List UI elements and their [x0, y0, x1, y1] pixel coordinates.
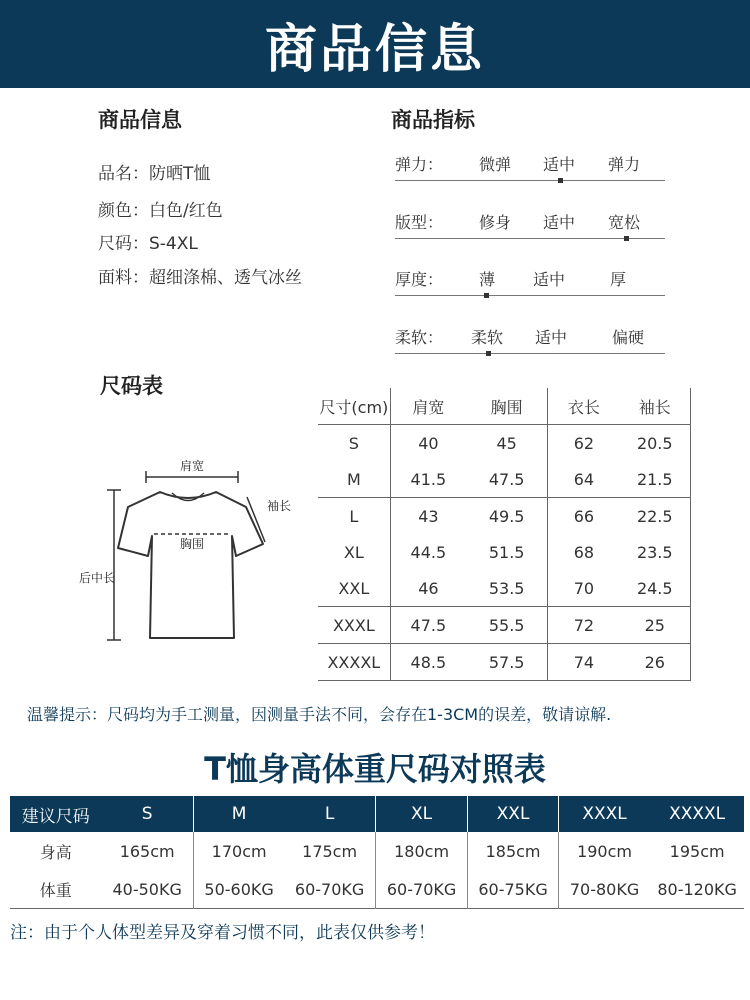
table-cell: 68: [573, 542, 595, 562]
table-cell: 74: [573, 652, 595, 672]
table-cell: 44.5: [410, 542, 447, 562]
indicator-option: 适中: [543, 213, 576, 232]
info-row-color: 颜色：白色/红色: [98, 201, 223, 221]
table-cell: 175cm: [284, 832, 375, 870]
table-cell: 26: [620, 644, 691, 681]
shoulder-label: 肩宽: [179, 459, 205, 473]
table-cell: 43: [418, 506, 439, 526]
table-cell: 身高: [39, 842, 72, 862]
table-row: [10, 870, 744, 909]
table-row: [318, 570, 691, 607]
table-row: [10, 832, 744, 870]
indicator-option: 薄: [479, 270, 496, 289]
table-cell: 48.5: [410, 652, 447, 672]
table-cell: 60-70KG: [284, 870, 375, 909]
table-cell: 57.5: [466, 644, 548, 681]
table-cell: 25: [620, 607, 691, 644]
size-chart-title: 尺码表: [100, 374, 163, 398]
table-cell: 51.5: [466, 534, 548, 570]
indicator-marker: [486, 351, 491, 356]
indicator-option: 弹力: [608, 155, 641, 174]
size-table: [318, 388, 691, 681]
indicator-option: 适中: [535, 328, 568, 347]
table-header-row: [10, 796, 744, 832]
table-cell: 195cm: [669, 841, 725, 861]
sleeve-label: 袖长: [267, 499, 292, 513]
table-cell: S: [318, 425, 390, 462]
table-header-cell: 胸围: [466, 388, 548, 425]
info-row-fabric: 面料：超细涤棉、透气冰丝: [98, 268, 302, 288]
table-cell: 170cm: [211, 841, 267, 861]
table-row: [318, 534, 691, 570]
table-header-row: [318, 388, 691, 425]
table-cell: 55.5: [466, 607, 548, 644]
indicator-marker: [558, 178, 563, 183]
indicator-option: 宽松: [608, 213, 641, 232]
table-row: [318, 644, 691, 681]
table-header-cell: XXXL: [558, 796, 650, 832]
table-cell: 70: [573, 578, 595, 598]
indicator-marker: [484, 293, 489, 298]
indicator-elasticity: 弹力： 微弹 适中 弹力: [395, 152, 665, 181]
indicator-option: 偏硬: [612, 328, 645, 347]
table-cell: XL: [318, 534, 390, 570]
table-cell: 72: [573, 615, 595, 635]
indicator-option: 适中: [543, 155, 576, 174]
height-weight-table: [10, 796, 744, 909]
table-header-cell: 衣长: [567, 397, 600, 417]
table-cell: 45: [466, 425, 548, 462]
table-cell: 66: [573, 506, 595, 526]
table-header-cell: 尺寸(cm): [318, 388, 390, 425]
table-header-cell: XL: [375, 796, 467, 832]
indicator-option: 柔软: [471, 328, 504, 347]
back-length-label: 后中长: [79, 571, 116, 585]
table-cell: 20.5: [620, 425, 691, 462]
table-row: [318, 425, 691, 462]
indicator-marker: [624, 236, 629, 241]
tshirt-diagram: [70, 452, 310, 652]
table-cell: XXL: [318, 570, 390, 607]
table-cell: 49.5: [466, 498, 548, 535]
table-header-cell: 袖长: [620, 388, 691, 425]
info-row-size: 尺码：S-4XL: [98, 234, 198, 254]
table-cell: 70-80KG: [569, 879, 640, 899]
footnote: 注：由于个人体型差异及穿着习惯不同，此表仅供参考！: [10, 923, 435, 943]
table-header-cell: XXL: [468, 796, 559, 832]
table-cell: 50-60KG: [204, 879, 274, 899]
indicator-option: 厚: [610, 270, 627, 289]
indicators-title: 商品指标: [391, 108, 475, 132]
table-cell: 60-70KG: [375, 870, 467, 909]
table-header-cell: 肩宽: [412, 397, 445, 417]
table-cell: 22.5: [620, 498, 691, 535]
table-cell: 47.5: [410, 615, 447, 635]
table-cell: 185cm: [468, 832, 559, 870]
height-weight-title: T恤身高体重尺码对照表: [204, 750, 546, 788]
table-cell: 41.5: [410, 469, 447, 489]
table-cell: 165cm: [101, 832, 193, 870]
table-cell: 180cm: [375, 832, 467, 870]
header-banner: [0, 0, 750, 88]
indicator-fit: 版型： 修身 适中 宽松: [395, 210, 665, 239]
table-header-cell: XXXXL: [650, 796, 744, 832]
table-cell: 体重: [39, 880, 72, 900]
table-cell: 23.5: [620, 534, 691, 570]
table-row: [318, 607, 691, 644]
indicator-option: 修身: [479, 213, 512, 232]
indicator-option: 微弹: [479, 155, 512, 174]
table-cell: L: [318, 498, 390, 535]
table-header-cell: 建议尺码: [10, 796, 101, 832]
table-header-cell: L: [284, 796, 375, 832]
chest-label: 胸围: [179, 537, 205, 551]
table-row: [318, 498, 691, 535]
info-row-name: 品名：防晒T恤: [98, 164, 211, 184]
table-cell: M: [318, 461, 390, 498]
product-info-title: 商品信息: [98, 108, 182, 132]
table-cell: 64: [573, 469, 595, 489]
table-cell: 80-120KG: [657, 879, 737, 899]
table-cell: 53.5: [466, 570, 548, 607]
measurement-tip: 温馨提示：尺码均为手工测量，因测量手法不同，会存在1-3CM的误差，敬请谅解.: [27, 705, 612, 724]
table-cell: 40-50KG: [101, 870, 193, 909]
table-cell: 47.5: [466, 461, 548, 498]
table-header-cell: S: [101, 796, 193, 832]
table-row: [318, 461, 691, 498]
table-cell: 21.5: [620, 461, 691, 498]
indicator-thickness: 厚度： 薄 适中 厚: [395, 267, 665, 296]
banner-title: 商品信息: [264, 19, 485, 80]
table-cell: 24.5: [620, 570, 691, 607]
indicator-softness: 柔软： 柔软 适中 偏硬: [395, 325, 665, 354]
indicator-option: 适中: [533, 270, 566, 289]
table-cell: 46: [418, 578, 439, 598]
table-cell: XXXL: [318, 607, 390, 644]
table-cell: 40: [418, 433, 439, 453]
table-cell: 190cm: [577, 841, 632, 861]
table-cell: 62: [573, 433, 595, 453]
table-header-cell: M: [193, 796, 284, 832]
table-cell: 60-75KG: [468, 870, 559, 909]
table-cell: XXXXL: [318, 644, 390, 681]
